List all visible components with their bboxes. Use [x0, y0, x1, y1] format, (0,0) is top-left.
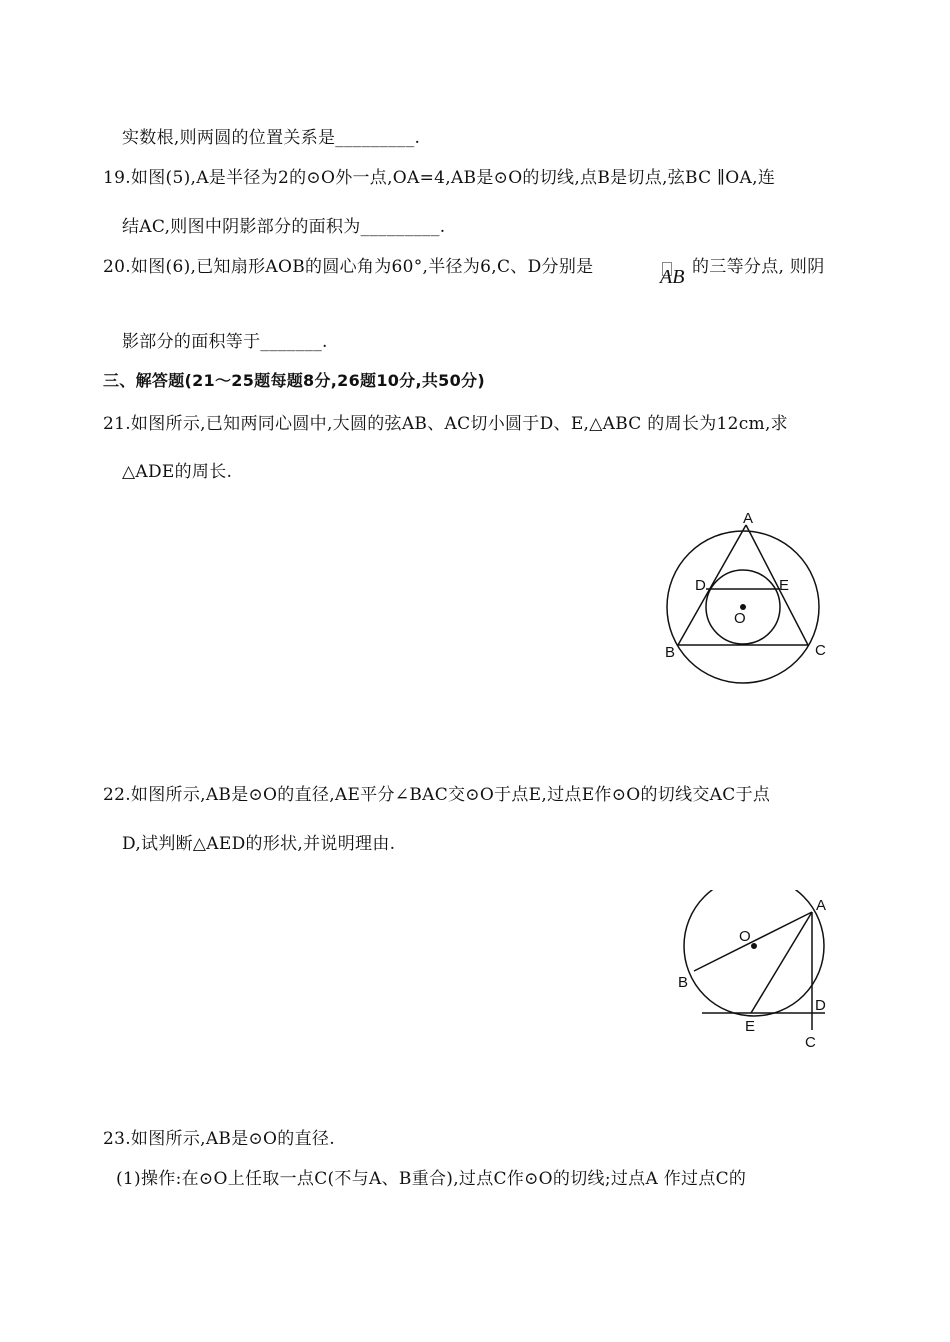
q23-line2: (1)操作:在⊙O上任取一点C(不与A、B重合),过点C作⊙O的切线;过点A 作过点C的 [116, 1169, 747, 1189]
q18-tail: 实数根,则两圆的位置关系是_________. [122, 128, 421, 148]
q23-line1: 23.如图所示,AB是⊙O的直径. [103, 1129, 335, 1149]
label-a: A [816, 897, 827, 914]
label-b: B [665, 644, 676, 661]
label-e: E [745, 1018, 756, 1035]
q21-line2: △ADE的周长. [122, 462, 233, 482]
label-e: E [779, 577, 790, 594]
label-c: C [805, 1034, 816, 1051]
label-o: O [739, 928, 751, 945]
q20-line1-pre: 20.如图(6),已知扇形AOB的圆心角为60°,半径为6,C、D分别是 [103, 257, 594, 277]
arc-label: AB [660, 266, 685, 288]
label-c: C [815, 642, 826, 659]
center-dot [751, 943, 757, 949]
q22-line2: D,试判断△AED的形状,并说明理由. [122, 834, 396, 854]
label-a: A [743, 510, 754, 527]
q21-line1: 21.如图所示,已知两同心圆中,大圆的弦AB、AC切小圆于D、E,△ABC 的周长为12cm,求 [103, 414, 788, 434]
q22-line1: 22.如图所示,AB是⊙O的直径,AE平分∠BAC交⊙O于点E,过点E作⊙O的切线交AC于点 [103, 785, 771, 805]
q22-figure [670, 890, 850, 1055]
q20-line2: 影部分的面积等于_______. [122, 332, 328, 352]
q20-line1-post: 的三等分点, 则阴 [692, 257, 825, 277]
label-o: O [734, 610, 746, 627]
circle-o [684, 890, 827, 1016]
label-d: D [695, 577, 706, 594]
label-d: D [815, 997, 826, 1014]
q19-line2: 结AC,则图中阴影部分的面积为_________. [122, 217, 446, 237]
q19-line1: 19.如图(5),A是半径为2的⊙O外一点,OA=4,AB是⊙O的切线,点B是切点,弦BC ∥OA,连 [103, 168, 776, 188]
label-b: B [678, 974, 689, 991]
q21-figure [650, 500, 850, 695]
section-heading: 三、解答题(21～25题每题8分,26题10分,共50分) [103, 371, 485, 390]
